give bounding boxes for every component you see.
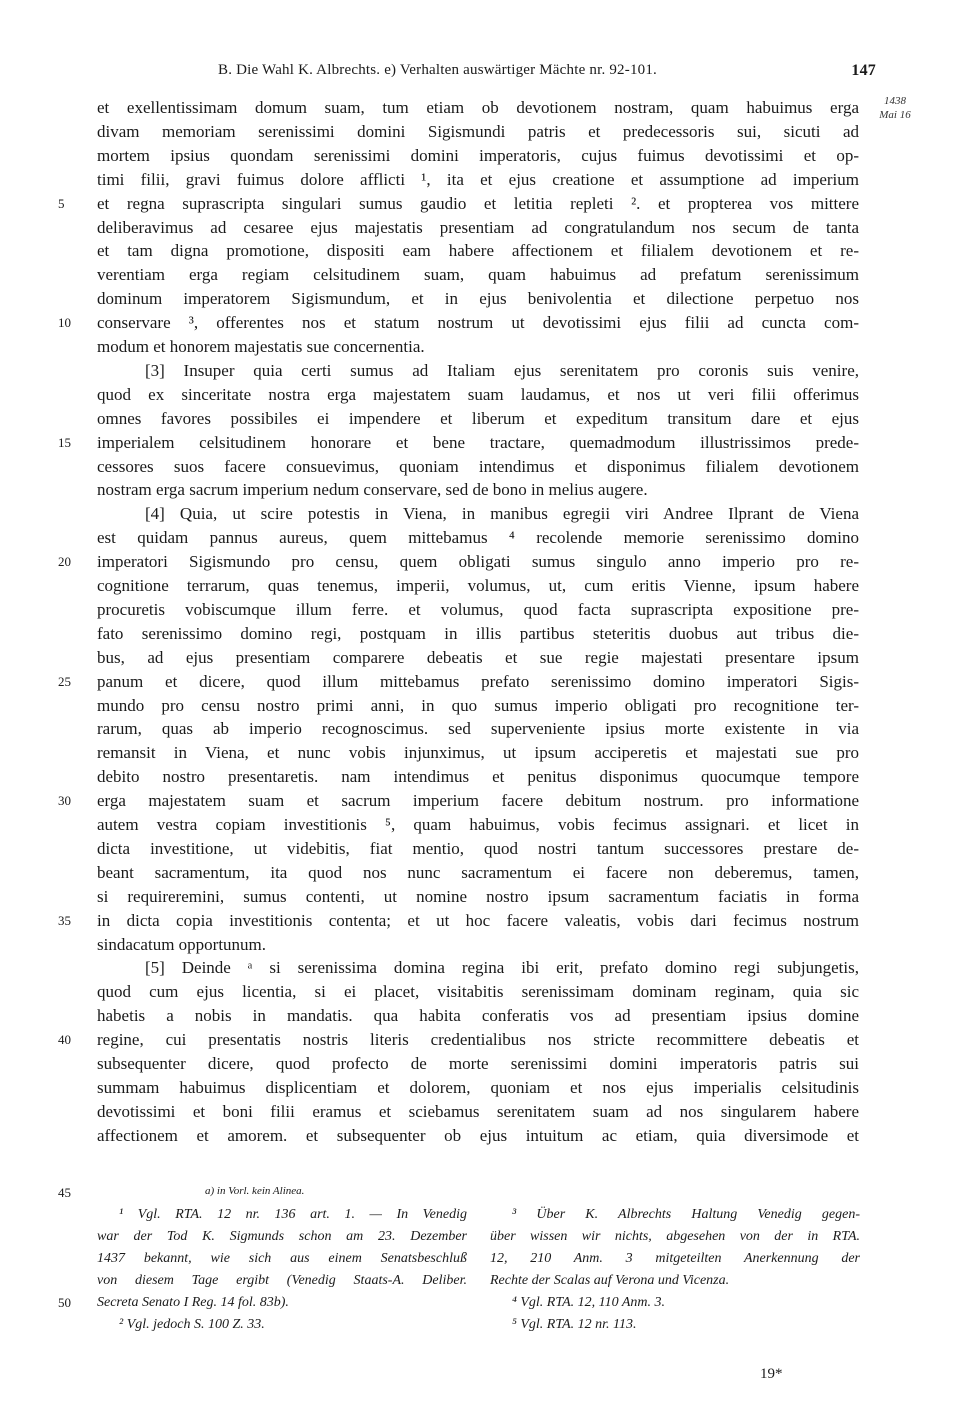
line-number: 35	[58, 913, 71, 928]
text-line: verentiam erga regiam celsitudinem suam, quam habuimus ad prefatum serenissimum	[97, 265, 859, 284]
text-line: omnes favores possibiles ei impendere et liberum et expeditum transitum dare et ejus	[97, 409, 859, 428]
footnote-line: 12, 210 Anm. 3 mitgeteilten Anerkennung der	[490, 1251, 860, 1266]
text-line: [4] Quia, ut scire potestis in Viena, in manibus egregii viri Andree Ilprant de Viena	[145, 504, 859, 523]
footnote-line	[97, 1270, 467, 1292]
text-line: modum et honorem majestatis sue concernentia.	[97, 337, 425, 356]
text-line: procuretis vobiscumque illum ferre. et volumus, quod facta suprascripta expositione pre-	[97, 600, 859, 619]
running-header	[96, 62, 876, 86]
text-line: conservare ³, offerentes nos et statum nostrum ut devotissimi ejus filii ad cuncta com-	[97, 313, 859, 332]
line-number: 25	[58, 674, 71, 689]
text-line: habetis a nobis in mandatis. qua habita conferatis vos ad presentiam ipsius domine	[97, 1006, 859, 1025]
text-line: imperialem celsitudinem honorare et bene tractare, quemadmodum illustrissimos prede-	[97, 433, 859, 452]
text-line: dicta investitione, ut videbitis, fiat mentio, quod nostri tantum successores prestare de-	[97, 839, 859, 858]
text-line: [3] Insuper quia certi sumus ad Italiam ejus serenitatem pro coronis suis venire,	[145, 361, 859, 380]
text-line: affectionem et amorem. et subsequenter ob ejus intuitum ac etiam, quia diversimode et	[97, 1126, 859, 1145]
line-number: 50	[58, 1295, 71, 1310]
text-line: in dicta copia investitionis contenta; et ut hoc facere valeatis, vobis dari fecimus nostrum	[97, 911, 859, 930]
text-line: dominum imperatorem Sigismundum, et in ejus benivolentia et dilectione perpetuo nos	[97, 289, 859, 308]
footnote-line: über wissen wir nichts, abgesehen von der in RTA.	[490, 1229, 860, 1244]
margin-day: Mai 16	[879, 109, 911, 121]
text-line: cessores suos facere consuevimus, quoniam intendimus et disponimus filialem devotionem	[97, 457, 859, 476]
text-line: et exellentissimam domum suam, tum etiam ob devotionem nostram, quam habuimus erga	[97, 98, 859, 117]
footnote-line: ⁵ Vgl. RTA. 12 nr. 113.	[512, 1317, 637, 1332]
apparatus-line-number: 45	[58, 1185, 71, 1200]
text-line: si requireremini, sumus contenti, ut nomine nostro ipsum sacramentum faciatis in forma	[97, 887, 859, 906]
footnote-line	[97, 1204, 467, 1226]
text-line: [5] Deinde ᵃ si serenissima domina regina ibi erit, prefato domino regi subjungetis,	[145, 958, 859, 977]
line-number: 10	[58, 315, 71, 330]
footnote-text: 1437 bekannt, wie sich aus einem Senatsbeschluß	[97, 1251, 467, 1266]
footnote-line	[97, 1248, 467, 1270]
text-line: est quidam pannus aureus, quem mittebamus ⁴ recolende memorie serenissimo domino	[97, 528, 859, 547]
text-line: et tam digna promotione, dispositi eam habere affectionem et filialem devotionem et re-	[97, 241, 859, 260]
text-line: regine, cui presentatis nostris literis credentialibus nos stricte recommittere debeatis et	[97, 1030, 859, 1049]
footnote-line	[58, 1292, 467, 1314]
page-number: 147	[851, 62, 876, 79]
text-line: deliberavimus ad cesaree ejus majestatis presentiam ad congratulandum nos secum de tanta	[97, 218, 859, 237]
margin-year: 1438	[884, 95, 906, 107]
text-line: nostram erga sacrum imperium nedum conservare, sed de bono in melius augere.	[97, 480, 648, 499]
footnotes-right-column	[490, 1204, 860, 1336]
text-line: imperatori Sigismundo pro censu, quem obligati sumus singulo anno imperio pro re-	[97, 552, 859, 571]
signature-mark: 19*	[760, 1366, 783, 1382]
text-line: mundo pro censu nostro primi anni, in quo sumus imperio obligati pro recognitione ter-	[97, 696, 859, 715]
footnote-line: ⁴ Vgl. RTA. 12, 110 Anm. 3.	[512, 1295, 666, 1310]
footnote-text: ¹ Vgl. RTA. 12 nr. 136 art. 1. — In Venedig	[119, 1207, 467, 1222]
line-number: 15	[58, 435, 71, 450]
line-number: 40	[58, 1032, 71, 1047]
footnote-line	[97, 1226, 467, 1248]
text-line: divam memoriam serenissimi domini Sigismundi patris et predecessoris sui, sicuti ad	[97, 122, 859, 141]
text-line: fato serenissimo domino regi, postquam in illis partibus steteritis duobus aut tribus die-	[97, 624, 859, 643]
text-line: rarum, quas ab imperio recognoscimus. sed superveniente ipsius morte existente in via	[97, 719, 859, 738]
text-line: summam habuimus displicentiam et dolorem, quoniam et nos ejus imperialis celsitudinis	[97, 1078, 859, 1097]
line-number: 5	[58, 196, 65, 211]
text-line: autem vestra copiam investitionis ⁵, quam habuimus, vobis fecimus assignari. et licet in	[97, 815, 859, 834]
text-line: erga majestatem suam et sacrum imperium facere debitum nostrum. pro informatione	[97, 791, 859, 810]
footnote-text: von diesem Tage ergibt (Venedig Staats-A. Deliber.	[97, 1273, 467, 1288]
footnote-line: Rechte der Scalas auf Verona und Vicenza.	[490, 1273, 730, 1288]
footnote-text: ² Vgl. jedoch S. 100 Z. 33.	[119, 1317, 265, 1332]
text-line: quod ex sinceritate nostra erga majestatem suam laudamus, et nos ut veri filii offerimus	[97, 385, 859, 404]
line-number: 20	[58, 554, 71, 569]
text-line: cognitione terrarum, quas tenemus, imperii, volumus, ut, cum eritis Vienne, ipsum habere	[97, 576, 859, 595]
text-line: devotissimi et boni filii eramus et sciebamus serenitatem suam ad nos singularem habere	[97, 1102, 859, 1121]
text-line: mortem ipsius quondam serenissimi domini imperatoris, cujus fuimus devotissimi et op-	[97, 146, 859, 165]
footnote-line: ³ Über K. Albrechts Haltung Venedig gegen-	[512, 1207, 860, 1222]
text-line: remansit in Viena, et nunc vobis injunximus, ut ipsum acciperetis et majestati sue pro	[97, 743, 859, 762]
text-line: bus, ad ejus presentiam comparere debeatis et sue regie majestati presentare ipsum	[97, 648, 859, 667]
text-line: debito nostro presentaretis. nam intendimus et penitus disponimus quocumque tempore	[97, 767, 859, 786]
text-line: subsequenter dicere, quod profecto de morte serenissimi domini imperatoris patris sui	[97, 1054, 859, 1073]
apparatus-note: a) in Vorl. kein Alinea.	[205, 1185, 305, 1197]
text-line: sindacatum opportunum.	[97, 935, 267, 954]
text-line: et regna suprascripta singulari sumus gaudio et letitia repleti ². et propterea vos mittere	[97, 194, 859, 213]
footnote-text: war der Tod K. Sigmunds schon am 23. Dezember	[97, 1229, 467, 1244]
footnote-text: Secreta Senato I Reg. 14 fol. 83b).	[97, 1295, 289, 1310]
text-line: beant sacramentum, ita quod nos nunc sacramentum ei facere non deberemus, tamen,	[97, 863, 859, 882]
footnotes-left-column	[58, 1204, 467, 1336]
text-line: timi filii, gravi fuimus dolore afflicti ¹, ita et ejus creatione et assumptione ad imperium	[97, 170, 859, 189]
line-number: 30	[58, 793, 71, 808]
footnote-line	[97, 1314, 467, 1336]
margin-date-note	[874, 94, 916, 122]
running-title: B. Die Wahl K. Albrechts. e) Verhalten auswärtiger Mächte nr. 92-101.	[218, 62, 658, 78]
text-line: panum et dicere, quod illum mittebamus prefato serenissimo domino imperatori Sigis-	[97, 672, 859, 691]
text-line: quod cum ejus licentia, si ei placet, visitabitis serenissimam dominam reginam, quia sic	[97, 982, 859, 1001]
